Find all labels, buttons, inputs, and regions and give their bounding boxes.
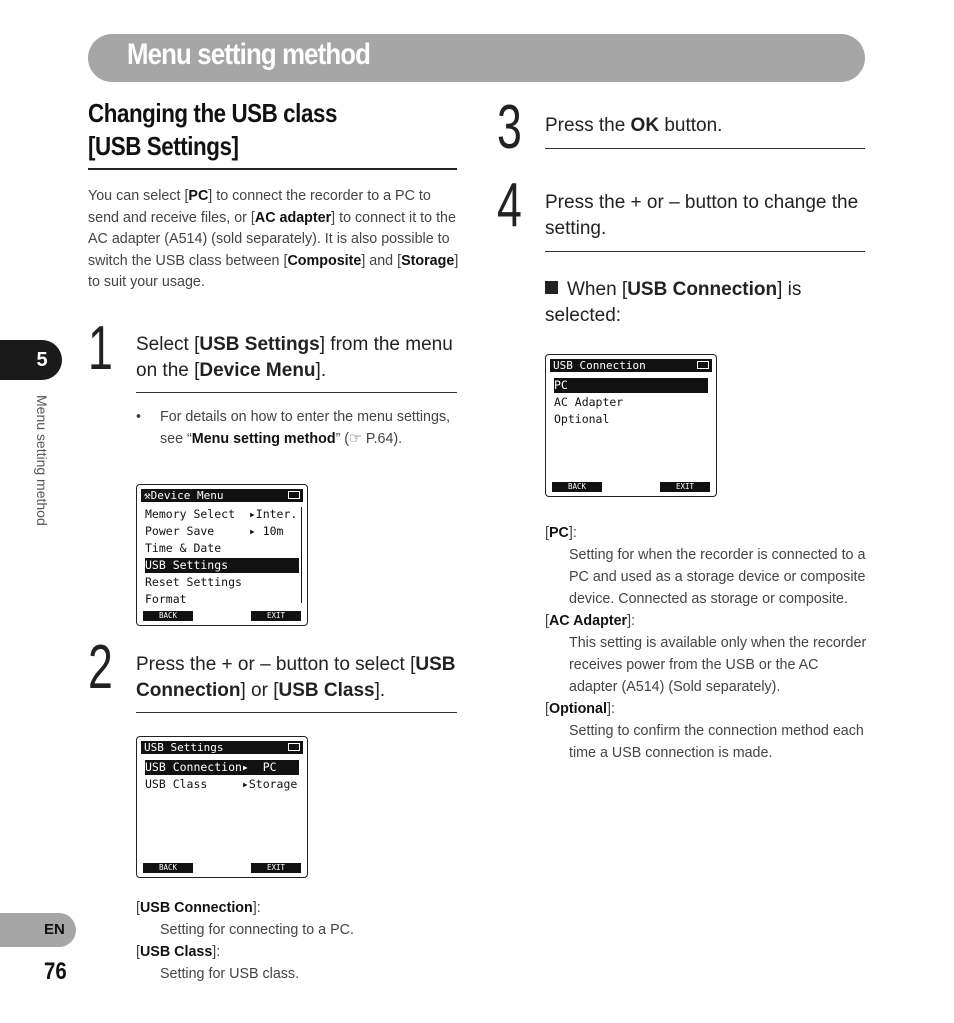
def-term: [AC Adapter]:	[545, 613, 636, 629]
step-bold: Device Menu	[199, 360, 316, 381]
def-desc: Setting for connecting to a PC.	[160, 922, 354, 938]
step-text: ] or [	[240, 680, 279, 701]
heading-text: ] is selected:	[545, 279, 802, 326]
left-definitions	[136, 897, 466, 985]
note-bold: Menu setting method	[191, 430, 336, 447]
def-term: [USB Class]:	[136, 944, 221, 960]
scrollbar	[301, 507, 302, 603]
menu-row: Format	[145, 592, 187, 606]
section-heading	[88, 97, 406, 163]
usb-connection-screen	[545, 354, 717, 497]
screen-title: USB Settings	[144, 741, 224, 754]
back-softkey: BACK	[552, 482, 602, 492]
screen-title: Device Menu	[150, 489, 224, 502]
option-row: Optional	[554, 412, 610, 426]
exit-softkey: EXIT	[251, 611, 301, 621]
note-text: For details on how to enter the menu settings, see “	[160, 409, 451, 447]
step-number-1: 1	[88, 314, 113, 383]
battery-icon	[288, 491, 300, 499]
back-softkey: BACK	[143, 863, 193, 873]
def-term-label: AC Adapter	[548, 613, 628, 629]
step-bold: USB Connection	[136, 654, 456, 701]
intro-text: ] to connect the recorder to a PC to send and receive files, or [	[88, 188, 431, 226]
step-4-rule	[545, 251, 865, 252]
def-term: [PC]:	[545, 525, 577, 541]
def-term-label: PC	[548, 525, 569, 541]
def-term: [USB Connection]:	[136, 900, 261, 916]
intro-bold: AC adapter	[254, 209, 332, 226]
bullet: •	[136, 409, 142, 425]
step-text: ].	[374, 680, 386, 701]
screen-title-bar	[141, 489, 303, 502]
step-2-rule	[136, 712, 457, 713]
menu-row: USB Class ▸Storage	[145, 777, 298, 791]
intro-text: ] and [	[361, 252, 402, 269]
screen-title-bar	[141, 741, 303, 754]
section-heading-line2: [USB Settings]	[88, 131, 239, 161]
wrench-icon: ⚒	[144, 489, 151, 502]
exit-softkey: EXIT	[251, 863, 301, 873]
language-label: EN	[44, 921, 65, 938]
language-tab	[0, 913, 76, 947]
def-term: [Optional]:	[545, 701, 615, 717]
menu-row-selected: USB Settings	[145, 558, 299, 573]
intro-text: You can select [	[88, 188, 189, 204]
step-2-text	[136, 652, 458, 704]
usb-settings-screen	[136, 736, 308, 878]
step-4-text: Press the + or – button to change the setting.	[545, 192, 859, 239]
intro-bold: PC	[188, 188, 209, 204]
menu-row-selected: USB Connection▸ PC	[145, 760, 299, 775]
def-desc: This setting is available only when the recorder receives power from the USB or the AC adapter (A514) (Sold separately).	[569, 635, 867, 695]
option-row-selected: PC	[554, 378, 708, 393]
menu-row: Power Save ▸ 10m	[145, 524, 284, 538]
step-3-text	[545, 113, 865, 139]
option-row: AC Adapter	[554, 395, 624, 409]
step-3-rule	[545, 148, 865, 149]
page-title: Menu setting method	[127, 38, 371, 71]
battery-icon	[288, 743, 300, 751]
step-text: Press the	[545, 115, 631, 136]
def-desc: Setting for USB class.	[160, 966, 300, 982]
heading-text: When [	[567, 279, 628, 300]
step-bold: USB Settings	[199, 334, 320, 355]
device-menu-screen	[136, 484, 308, 626]
step-text: ] from the menu on the [	[136, 334, 453, 381]
section-heading-line1: Changing the USB class	[88, 98, 337, 128]
battery-icon	[697, 361, 709, 369]
intro-text: ] to connect it to the AC adapter (A514) (sold separately). It is also possible to switch the USB class between [	[88, 209, 456, 269]
def-term-label: USB Class	[139, 944, 213, 960]
def-desc: Setting to confirm the connection method each time a USB connection is made.	[569, 723, 864, 761]
step-1-note	[136, 407, 458, 450]
intro-text: ] to suit your usage.	[88, 252, 459, 291]
right-definitions	[545, 522, 869, 764]
page-number: 76	[44, 958, 67, 985]
menu-row: Memory Select ▸Inter.	[145, 507, 298, 521]
step-text: button.	[659, 115, 723, 136]
def-term-label: Optional	[548, 701, 607, 717]
square-bullet-icon	[545, 281, 558, 294]
menu-row: Time & Date	[145, 541, 222, 555]
step-number-2: 2	[88, 633, 113, 702]
side-chapter-label: Menu setting method	[34, 395, 50, 526]
step-text: Press the + or – button to select [	[136, 654, 416, 675]
screen-title: USB Connection	[553, 359, 646, 372]
step-text: Select [	[136, 334, 200, 355]
heading-bold: USB Connection	[627, 279, 778, 300]
chapter-tab	[0, 340, 62, 380]
step-1-text	[136, 332, 458, 384]
step-number-3: 3	[497, 93, 522, 162]
chapter-number: 5	[36, 349, 48, 371]
when-selected-heading	[545, 277, 865, 329]
heading-rule	[88, 168, 457, 170]
note-text: ” (☞ P.64).	[335, 430, 403, 447]
intro-paragraph	[88, 186, 460, 294]
exit-softkey: EXIT	[660, 482, 710, 492]
step-bold: USB Class	[278, 680, 375, 701]
step-text: ].	[315, 360, 327, 381]
step-number-4: 4	[497, 171, 522, 240]
intro-bold: Composite	[287, 252, 362, 269]
step-bold: OK	[630, 115, 660, 136]
screen-title-bar	[550, 359, 712, 372]
intro-bold: Storage	[401, 252, 455, 269]
def-term-label: USB Connection	[139, 900, 253, 916]
step-1-rule	[136, 392, 457, 393]
def-desc: Setting for when the recorder is connected to a PC and used as a storage device or composite device. Connected as storage or composite.	[569, 547, 866, 607]
back-softkey: BACK	[143, 611, 193, 621]
menu-row: Reset Settings	[145, 575, 242, 589]
